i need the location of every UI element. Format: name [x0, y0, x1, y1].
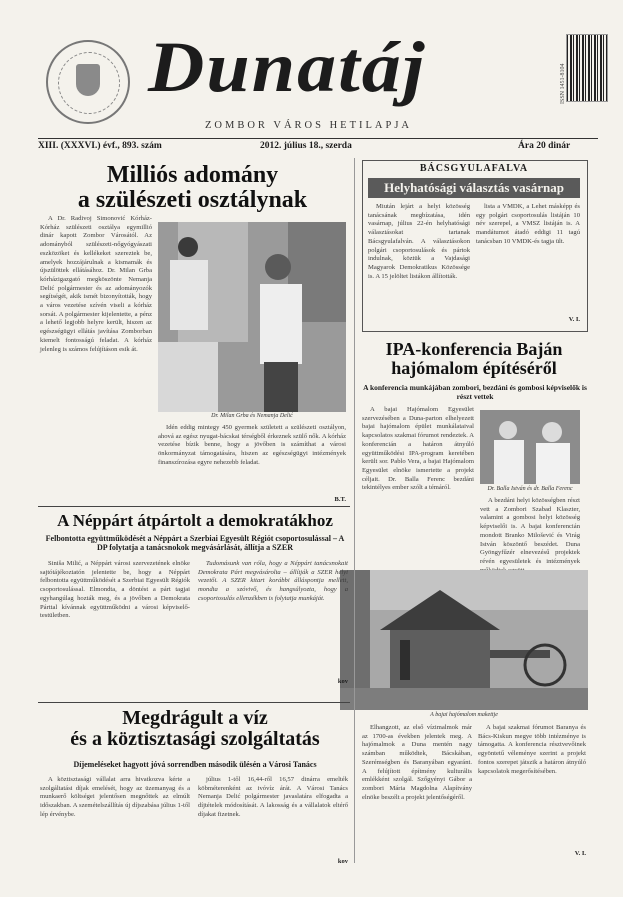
- divider: [38, 506, 350, 507]
- article2-headline-line2: hajómalom építéséről: [391, 357, 557, 378]
- article4-col1: [40, 776, 190, 872]
- city-seal-logo: [46, 40, 130, 124]
- article3-subhead: Felbontotta együttműködését a Néppárt a Szerbiai Egyesült Régiót csoportosulással – A DP folytatja a tanácsnokok megvásárlását, állítja a SZER: [45, 534, 345, 553]
- box1-col1: [368, 203, 470, 323]
- article2-col4: [478, 724, 586, 849]
- article1-headline: [40, 163, 345, 213]
- article4-signature: kov: [337, 858, 348, 865]
- article1-col1: [40, 215, 152, 503]
- article2-col1-text: A bajai Hajómalom Egyesület szervezésében a Duna-parton elhelyezett bajai hajómalom épület munkálataival kapcsolatos szakmai fórumot rendeztek. A konferencián a határon átnyúló együttműködési IPA-program keretében került sor. Pablo Vera, a bajai Hajómalom Egyesület elnöke ismertette a projekt céljait. Dr. Balla Ferenc bezdáni tekintélyes ember szólt a témáról.: [362, 406, 474, 492]
- article3-col2-text: Tudomásunk van róla, hogy a Néppárt tanácsnokait Demokrata Párt megvásárolta – állítják a SZER helyi vezetői. A SZER kitart korábbi álláspontja mellett, mondta a szóvivő, és hangsúlyozta, hogy a csoportosulás ellenzékben is folytatja munkáját.: [198, 560, 348, 602]
- issn-number: ISSN 1451-8104: [560, 63, 566, 104]
- box1-kicker: BÁCSGYULAFALVA: [419, 163, 529, 174]
- article2-headline: [356, 340, 592, 378]
- article4-headline-line2: és a köztisztasági szolgáltatás: [70, 728, 320, 750]
- article3-col1: [40, 560, 190, 680]
- article2-col4-text: A bajai szakmai fórumot Baranya és Bács-Kiskun megye több intézménye is támogatta. A konferencia résztvevőinek egyöntetű véleménye szerint a projekt fontos szerepet játszik a határon átnyúló kapcsolatok megerősítésében.: [478, 724, 586, 775]
- article1-photo-caption: Dr. Milan Grba és Nemanja Delić: [211, 413, 293, 419]
- article2-col1: [362, 406, 474, 566]
- article2-big-photo: [340, 570, 588, 710]
- article1-col1-text: A Dr. Radivoj Simonović Kórház-Kórház szülészeti osztálya egymillió dinár kapott Zombor Városától. Az adományból szülészeti-nőgyógyászati eszközöket és kellékeket szereztek be, amelyek hozzájárulnak a kismamák és újszülöttek ellátásához. Dr. Milan Grba kórházigazgató megköszönte Nemanja Delić polgármester és az adományozók segítségét, akik ismét bizonyították, hogy a város vezetése szívén viseli a kórház sorsát. A polgármester kijelentette, a pénz a lehető legjobb helyre került, hiszen az egészségügyi ellátás javítása Zomborban kiemelt fontosságú feladat. A kórház jelenleg is számos felújításon esik át.: [40, 215, 152, 353]
- masthead-subtitle: ZOMBOR VÁROS HETILAPJA: [205, 120, 412, 131]
- article2-col2: [480, 497, 580, 563]
- divider: [38, 702, 350, 703]
- box1-col1-text: Miután lejárt a helyi közösség tanácsának megbízatása, idén vasárnap, július 22-én helyhatósági választásokat tartanak Bácsgyulafalván. A választásokon polgári csoportosulások és pártok indulnak, köztük a Vajdasági Magyarok Demokratikus Közössége is. A 15 jelöltet listákon állították.: [368, 203, 470, 280]
- article2-col3: [362, 724, 472, 859]
- article4-col2: [198, 776, 348, 862]
- article4-headline: [40, 708, 350, 750]
- barcode: [566, 34, 608, 102]
- coat-of-arms-icon: [76, 64, 100, 96]
- article3-headline: A Néppárt átpártolt a demokratákhoz: [57, 511, 333, 530]
- article4-headline-line1: Megdrágult a víz: [122, 707, 268, 729]
- article1-photo: [158, 222, 346, 412]
- article3-col2: [198, 560, 348, 676]
- article3-signature: kov: [337, 678, 348, 685]
- issue-price: Ára 20 dinár: [518, 141, 571, 151]
- box1-col2-text: lista a VMDK, a Lehet másképp és egy polgári csoportosulás listáján 10 név szerepel, a VMSZ listáján is. A mandátumot átadó eddigi 11 tagú tanácsban 10 VMDK-és tagja ült.: [476, 203, 580, 245]
- article4-col2-text: július 1-től 16,44-ről 16,57 dinárra emelték köbméterenként az ivóvíz árát. A Városi Tanács Nemanja Delić polgármester javaslatára elfogadta a díjtételek módosítását. A lakosság és a vállalatok eltérő díjakat fizetnek.: [198, 776, 348, 818]
- article2-photo-image: [480, 410, 580, 484]
- article1-col2: [158, 424, 346, 496]
- article1-photo-image: [158, 222, 346, 412]
- article2-col2-text: A bezdáni helyi közösségben részt vett a Zombori Szabad Klaszter, valamint a gombosi helyi közösség képviselői is. A bajai konferencián mondott Branko Milošević és Virág István köszöntő beszédet. Duna Gyöngyfűzér elnevezésű projektek révén egyesületek és intézmények: [480, 497, 580, 565]
- article2-subhead: A konferencia munkájában zombori, bezdáni és gombosi képviselők is részt vettek: [363, 383, 587, 401]
- article1-col2-text: Idén eddig mintegy 450 gyermek született a szülészeti osztályon, ahová az egész nyugat-bácskai térségből érkeznek szülő nők. A kórház vezetése bízik benne, hogy a jövőben is számíthat a városi önkormányzat támogatására, hiszen az egészségügyi intézmények finanszírozása egyre nehezebb feladat.: [158, 424, 346, 466]
- article1-signature: B.T.: [334, 496, 346, 503]
- masthead-title: Dunatáj: [148, 26, 427, 107]
- issue-bar: [38, 138, 598, 151]
- article2-photo: [480, 410, 580, 484]
- article3-col1-text: Siniša Milić, a Néppárt városi szervezetének elnöke sajtótájékoztatón jelentette be, hogy a Néppárt felbontotta együttműködését a Szerbiai Egyesült Régiók csoportosulással. Elmondta, a döntést a párt tagjai egyhangúlag hozták meg, és a jövőben a Demokrata Párttal kívánnak együttműködni a városi képviselő-testületben.: [40, 560, 190, 620]
- issue-number: XIII. (XXXVI.) évf., 893. szám: [38, 141, 162, 151]
- box1-banner: Helyhatósági választás vasárnap: [368, 178, 580, 198]
- column-divider: [354, 158, 355, 863]
- article2-signature: V. I.: [574, 850, 586, 857]
- article1-headline-line1: Milliós adomány: [106, 162, 279, 188]
- article2-headline-line1: IPA-konferencia Baján: [385, 339, 563, 359]
- article4-col1-text: A köztisztasági vállalat arra hivatkozva kérte a szolgáltatási díjak emelését, hogy az üzemanyag és a munkaerő költségei jelentősen megnőttek az elmúlt időszakban. A szemételszállítás új díjszabása július 1-től lép érvénybe.: [40, 776, 190, 818]
- article2-big-photo-caption: A bajai hajómalom makettje: [430, 712, 498, 718]
- article1-headline-line2: a szülészeti osztálynak: [77, 187, 308, 214]
- hajomalom-photo-image: [340, 570, 588, 710]
- article4-subhead: Díjemeléseket hagyott jóvá sorrendben második ülésén a Városi Tanács: [73, 760, 317, 769]
- box1-col2: [476, 203, 580, 313]
- article2-photo-caption: Dr. Balla István és dr. Balla Ferenc: [487, 486, 573, 492]
- article2-col3-text: Elhangzott, az első vízimalmok már az 1700-as években jelentek meg. A hajómalmok a Duna mentén nagy számban működtek, Bácskában, Szerémségben és Baranyában egyaránt. A felújított építmény kulturális emlékként szolgál. Szőgyényi Gábor a zombori Mária Magdolna Alapítvány elnöke beszélt a projekt jelentőségéről.: [362, 724, 472, 801]
- issue-date: 2012. július 18., szerda: [260, 141, 352, 151]
- box1-signature: V. I.: [568, 316, 580, 323]
